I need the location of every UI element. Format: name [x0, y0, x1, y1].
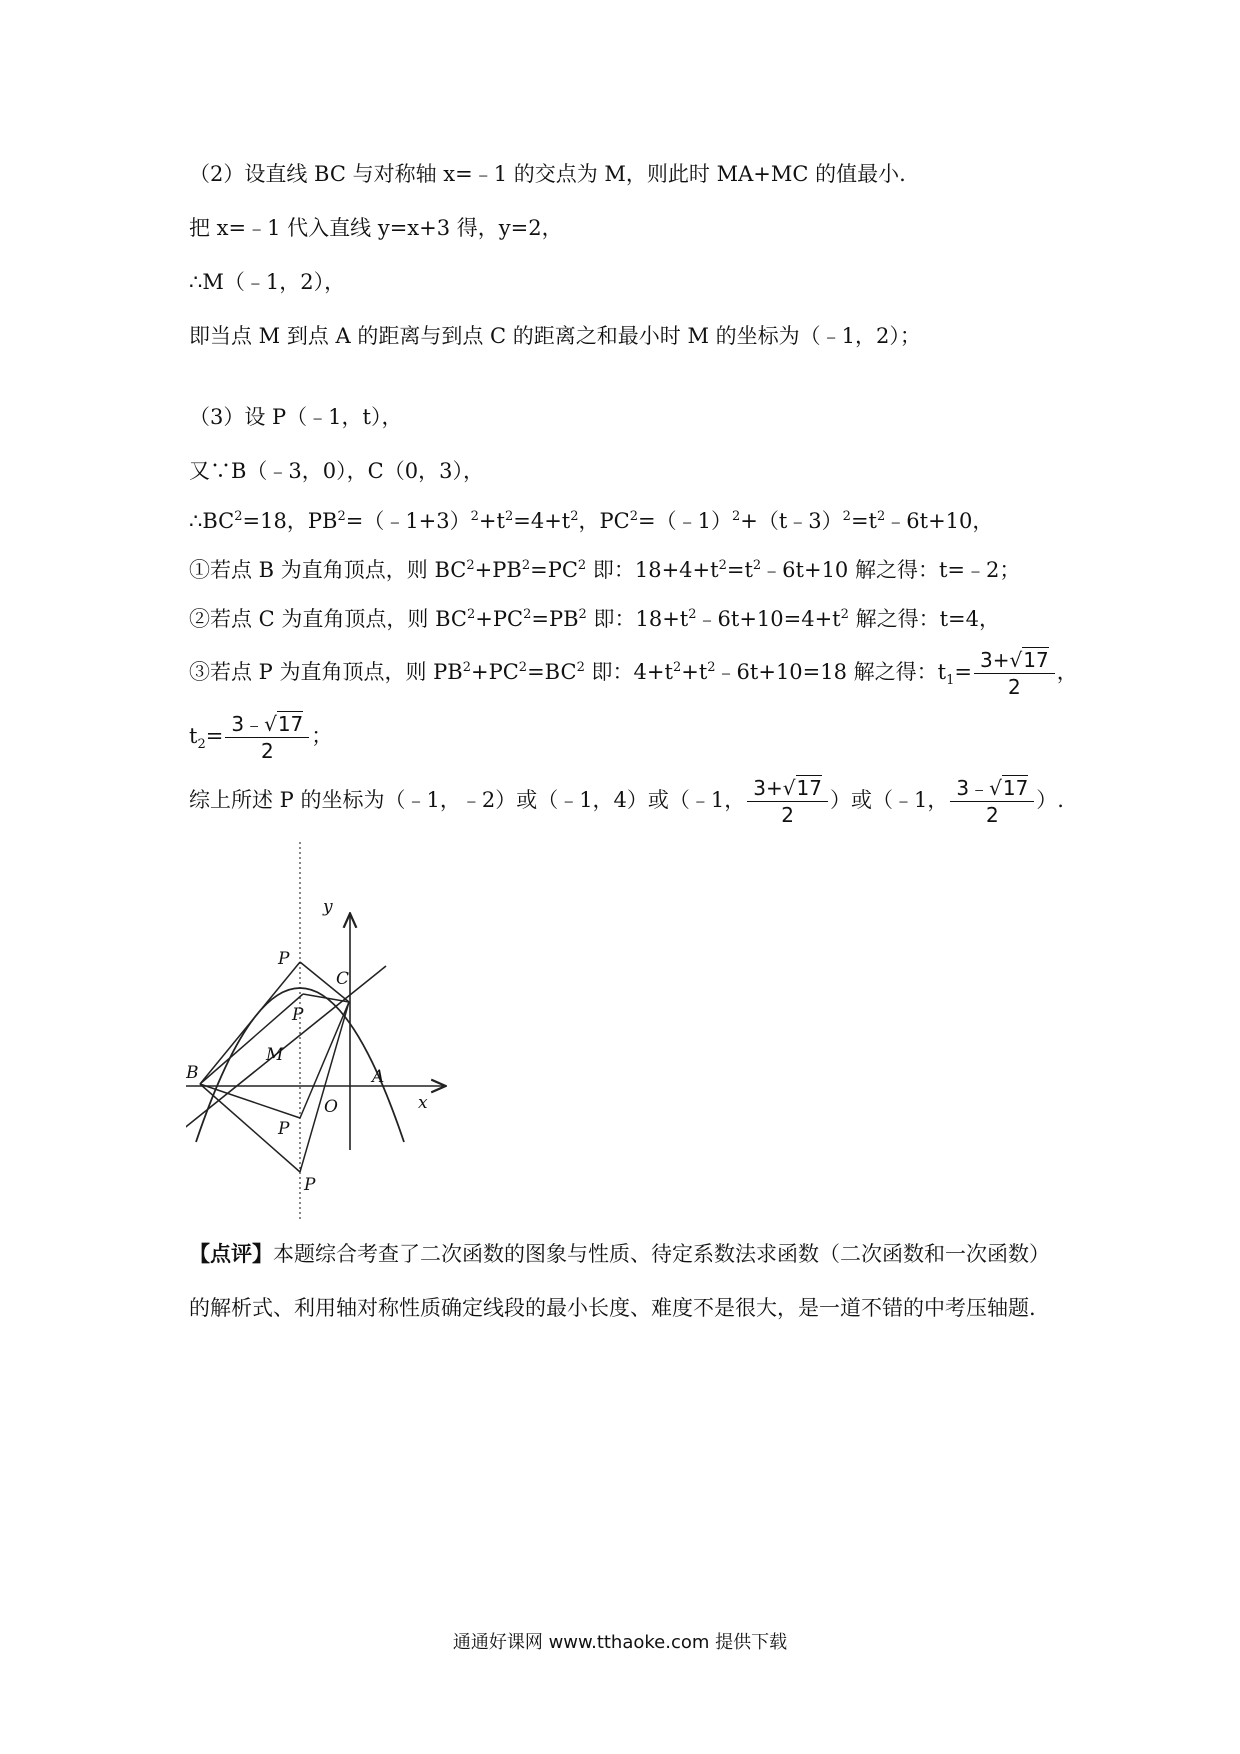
fraction-summary-minus: $\frac{3﹣√17}{2}$ — [950, 775, 1034, 828]
footer: 通通好课网 www.tthaoke.com 提供下载 — [452, 1632, 788, 1653]
part3-line-2: 又∵B（﹣3，0），C（0，3）， — [189, 459, 484, 483]
label-p-low: P — [278, 1119, 290, 1139]
fraction-summary-plus: $\frac{3+√17}{2}$ — [747, 775, 828, 828]
fraction-t2: $\frac{3﹣√17}{2}$ — [225, 711, 309, 764]
segment-b-p-mid — [200, 994, 303, 1084]
label-m: M — [266, 1045, 284, 1065]
label-b: B — [186, 1063, 199, 1083]
part3-line-3: $\therefore BC^2=18$，$PB^2=(﹣1+3)^2+t^2=4+t^2$，$PC^2=(﹣1)^2+(t﹣3)^2=t^2﹣6t+10$， — [189, 509, 994, 533]
label-x: x — [418, 1093, 428, 1113]
comment-line-2: 的解析式、利用轴对称性质确定线段的最小长度、难度不是很大，是一道不错的中考压轴题. — [189, 1296, 1036, 1320]
summary-line: 综上所述 P 的坐标为（﹣1，﹣2）或（﹣1，4）或（﹣1， $\frac{3+√17}{2}$ ）或（﹣1， $\frac{3﹣√17}{2}$ ）. — [189, 776, 1064, 827]
segment-p-mid-c — [303, 994, 349, 1002]
part2-line-3: ∴M（﹣1，2）， — [189, 270, 346, 294]
comment-tag: 【点评】 — [189, 1241, 273, 1266]
fraction-t1: $\frac{3+√17}{2}$ — [974, 647, 1055, 700]
label-a: A — [372, 1067, 385, 1087]
label-p-top: P — [278, 949, 290, 969]
case-3: ③若点 P 为直角顶点，则 $PB^2+PC^2=BC^2$ 即：$4+t^2+t^2﹣6t+10=18$ 解之得：$t_1=$ $\frac{3+√17}{2}$ ， — [189, 648, 1078, 699]
label-p-mid: P — [292, 1005, 304, 1025]
label-c: C — [336, 969, 350, 989]
part2-line-4: 即当点 M 到点 A 的距离与到点 C 的距离之和最小时 M 的坐标为（﹣1，2）； — [189, 324, 921, 348]
part2-line-2: 把 x=﹣1 代入直线 y=x+3 得，y=2， — [189, 216, 563, 240]
label-p-bottom: P — [304, 1175, 316, 1195]
case-2: ②若点 C 为直角顶点，则 $BC^2+PC^2=PB^2$ 即：$18+t^2﹣6t+10=4+t^2$ 解之得：t=4， — [189, 607, 1000, 631]
case-1: ①若点 B 为直角顶点，则 $BC^2+PB^2=PC^2$ 即：$18+4+t^2=t^2﹣6t+10$ 解之得：t=﹣2； — [189, 558, 1021, 582]
comment-line-1: 【点评】本题综合考查了二次函数的图象与性质、待定系数法求函数（二次函数和一次函数） — [189, 1241, 1050, 1266]
segment-b-p-top — [200, 962, 300, 1084]
label-y: y — [323, 897, 333, 917]
label-o: O — [324, 1097, 338, 1117]
segment-b-p-low — [200, 1084, 300, 1118]
part3-line-1: （3）设 P（﹣1，t）， — [189, 405, 403, 429]
part2-line-1: （2）设直线 BC 与对称轴 x=﹣1 的交点为 M，则此时 MA+MC 的值最小. — [189, 162, 906, 186]
segment-p-bottom-c — [300, 1002, 349, 1172]
t2-line: $t_2=$ $\frac{3﹣√17}{2}$ ； — [189, 712, 333, 763]
parabola-figure — [186, 842, 456, 1222]
